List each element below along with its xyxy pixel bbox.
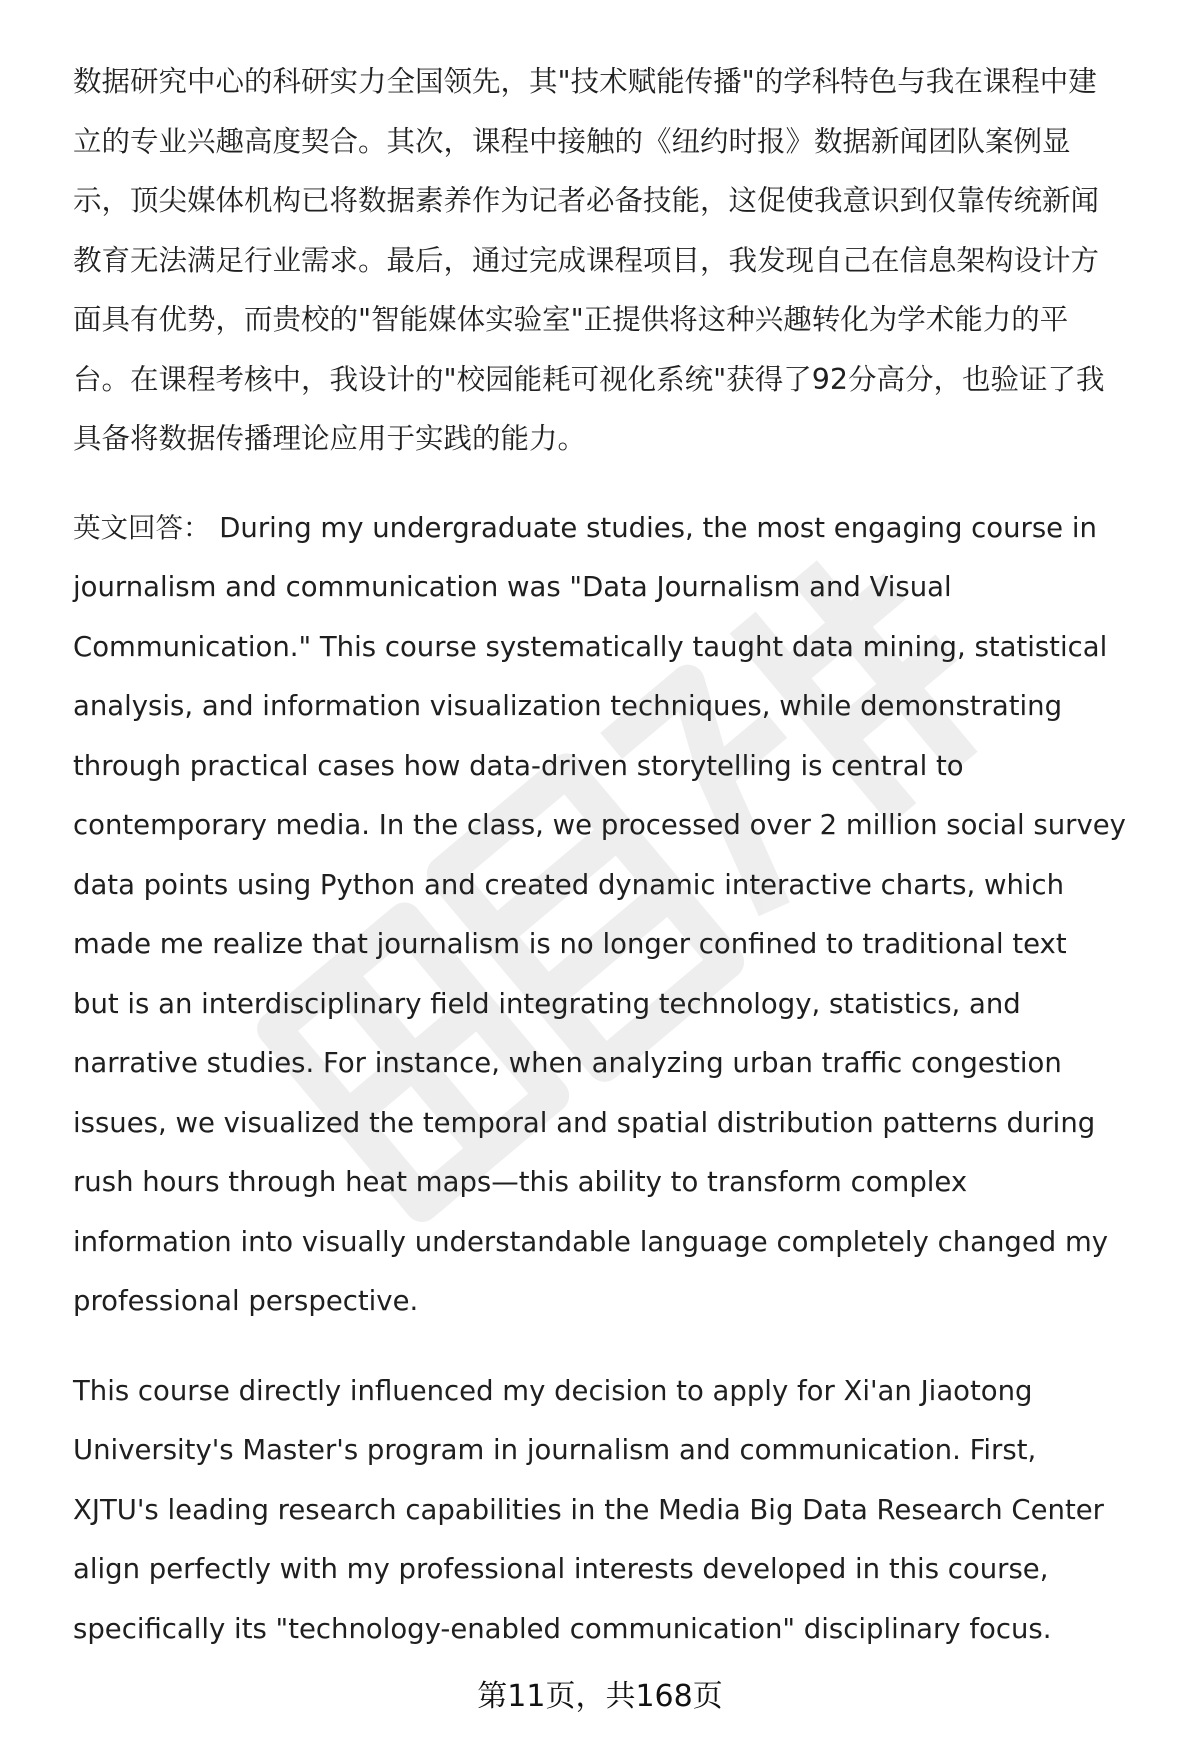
paragraph-spacer xyxy=(73,469,1153,499)
page-number-footer: 第11页，共168页 xyxy=(477,1679,723,1714)
answer-label: 英文回答： xyxy=(73,511,211,544)
document-page xyxy=(73,52,1153,1659)
answer-text: During my undergraduate studies, the most engaging course in journalism and communication was "Data Journalism and Visual Communication." This course systematically taught data mining, statistical analysis, and information visualization techniques, while demonstrating through practical cases how data-driven storytelling is central to contemporary media. In the class, we processed over 2 million social survey data points using Python and created dynamic interactive charts, which made me realize that journalism is no longer confined to traditional text but is an interdisciplinary field integrating technology, statistics, and narrative studies. For instance, when analyzing urban traffic congestion issues, we visualized the temporal and spatial distribution patterns during rush hours through heat maps—this ability to transform complex information into visually understandable language completely changed my professional perspective. xyxy=(73,511,1126,1317)
paragraph-chinese-continuation: 数据研究中心的科研实力全国领先，其"技术赋能传播"的学科特色与我在课程中建 立的专业兴趣高度契合。其次，课程中接触的《纽约时报》数据新闻团队案例显 示，顶尖媒体机构已将数据素养作为记者必备技能，这促使我意识到仅靠传统新闻 教育无法满足行业需求。最后，通过完成课程项目，我发现自己在信息架构设计方 面具有优势，而贵校的"智能媒体实验室"正提供将这种兴趣转化为学术能力的平 台。在课程考核中，我设计的"校园能耗可视化系统"获得了92分高分，也验证了我 具备将数据传播理论应用于实践的能力。 xyxy=(73,65,1105,455)
paragraph-english-continuation: This course directly influenced my decision to apply for Xi'an Jiaotong University's Master's program in journalism and communication. First, XJTU's leading research capabilities in the Media Big Data Research Center align perfectly with my professional interests developed in this course, specifically its "technology-enabled communication" disciplinary focus. xyxy=(73,1374,1104,1645)
paragraph-spacer xyxy=(73,1332,1153,1362)
paragraph-english-answer xyxy=(73,499,1153,1332)
